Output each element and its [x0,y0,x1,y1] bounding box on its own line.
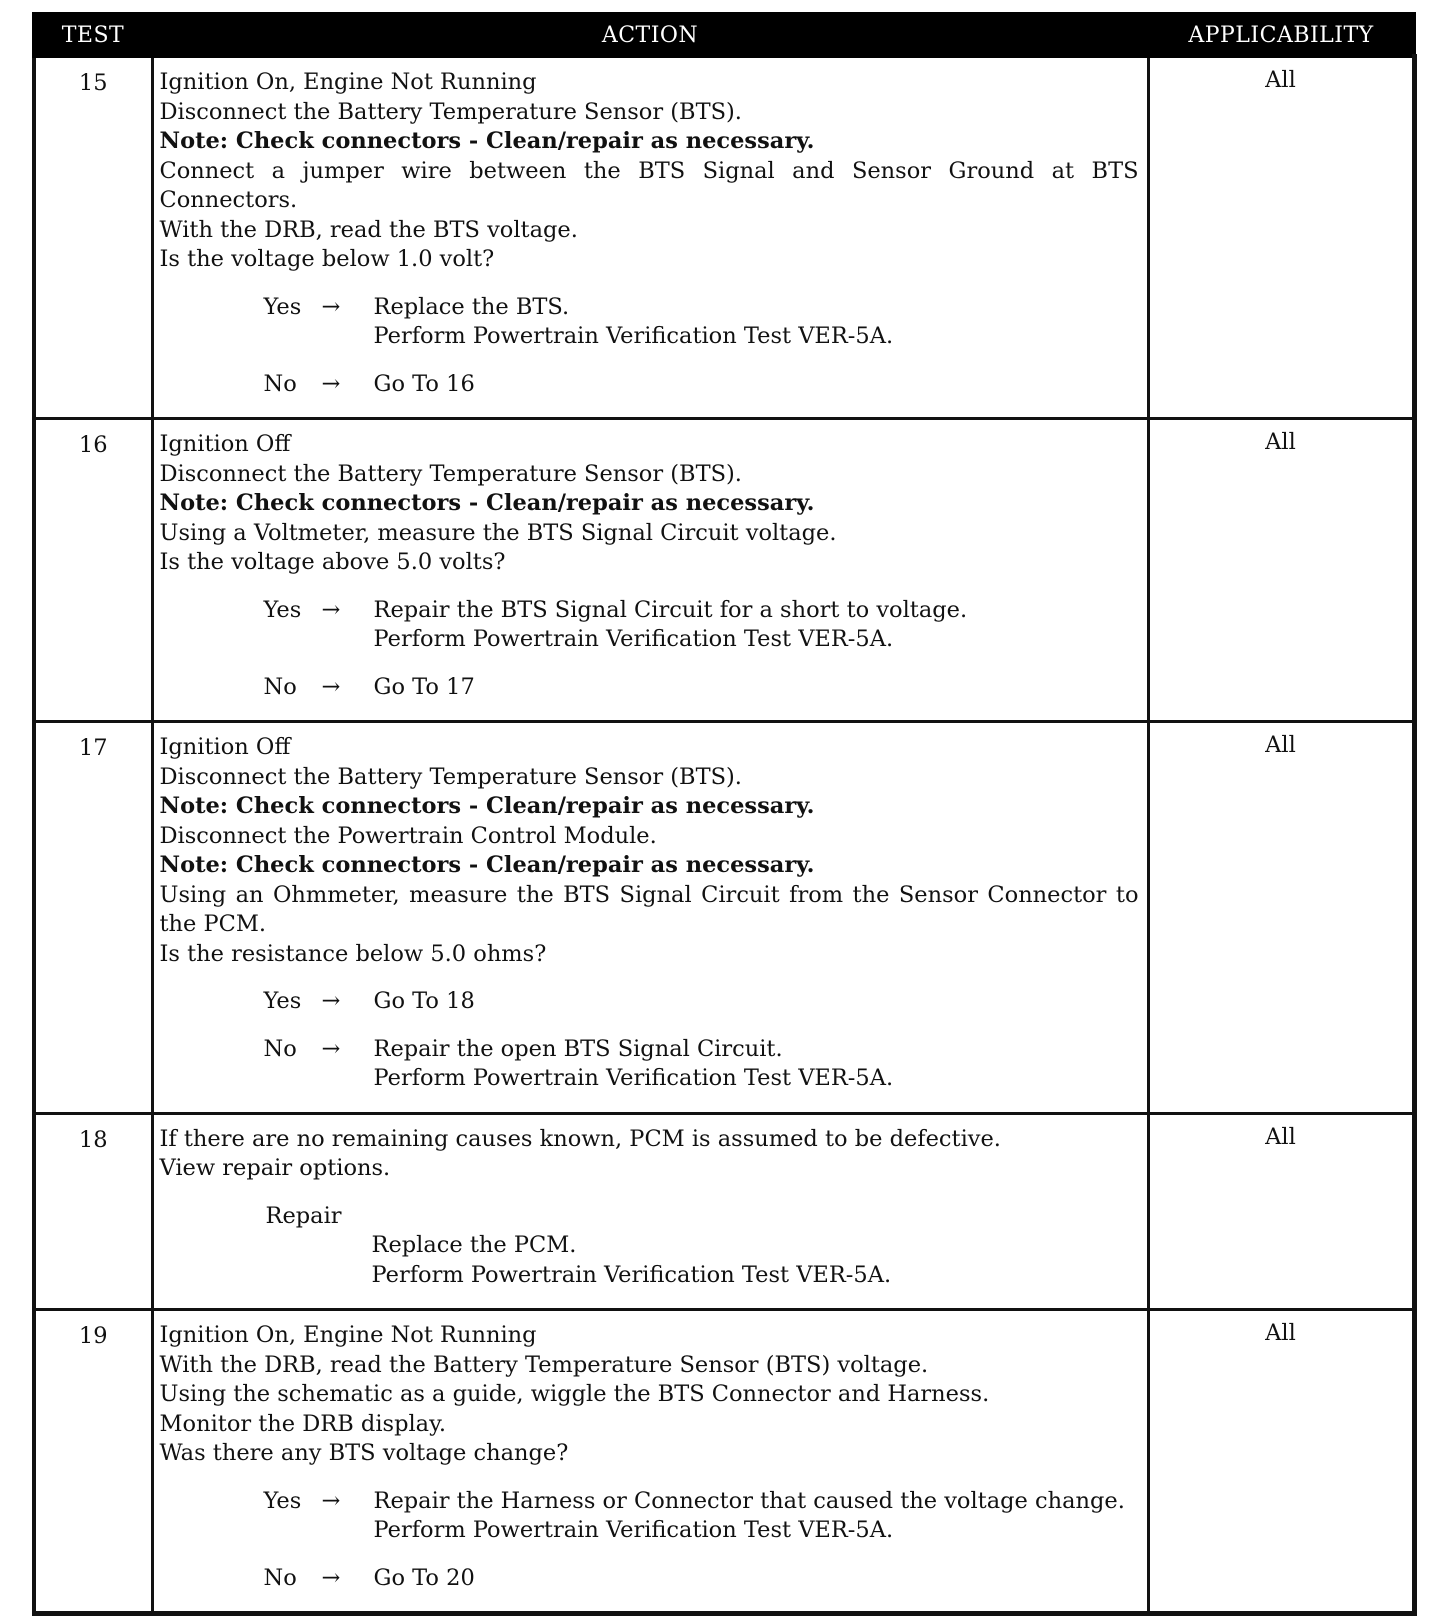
table-row [34,1310,1414,1614]
note-line: Note: Check connectors - Clean/repair as necessary. [159,128,815,154]
instruction-line: Connect a jumper wire between the BTS Signal and Sensor Ground at BTS [159,157,1139,184]
result-line: Go To 16 [373,370,475,397]
instruction-line: Using an Ohmmeter, measure the BTS Signal Circuit from the Sensor Connector to [159,881,1139,908]
instruction-line: Disconnect the Powertrain Control Module. [159,822,657,849]
answer-result [374,1487,1139,1546]
answer-result [374,1564,1139,1594]
answer-label: Yes [263,988,302,1014]
answer-option-no [264,1564,1139,1594]
instruction-line: Was there any BTS voltage change? [159,1440,569,1466]
instruction-line: Is the resistance below 5.0 ohms? [159,940,547,967]
instruction-line: Ignition Off [159,431,291,457]
applicability-cell: All [1148,722,1414,1114]
answer-option-yes [264,1487,1139,1546]
arrow-icon: → [321,596,341,623]
test-number: 16 [34,419,152,722]
spacer [160,655,1139,673]
result-line: Go To 17 [373,673,475,700]
instruction-line: Connectors. [159,187,298,213]
answer-label: Yes [263,1487,302,1514]
arrow-icon: → [321,293,341,320]
header-applicability: APPLICABILITY [1148,14,1414,56]
arrow-icon: → [321,1487,341,1514]
table-row [34,722,1414,1114]
test-number: 17 [34,722,152,1114]
instruction-line: With the DRB, read the BTS voltage. [159,216,578,243]
answer-option-yes [264,987,1139,1017]
result-line: Perform Powertrain Verification Test VER-5A. [373,626,894,652]
spacer [160,1593,1139,1611]
instruction-line: Using the schematic as a guide, wiggle the BTS Connector and Harness. [159,1381,990,1407]
table-row [34,419,1414,722]
answer-option-yes [264,293,1139,352]
answer-label: No [263,370,297,397]
table-row [34,56,1414,419]
repair-detail-line: Replace the PCM. [371,1232,577,1258]
answer-result [374,1035,1139,1094]
note-line: Note: Check connectors - Clean/repair as necessary. [159,490,815,516]
action-cell [152,1113,1148,1310]
applicability-cell: All [1148,419,1414,722]
spacer [160,969,1139,987]
header-action: ACTION [152,14,1148,56]
instruction-line: Is the voltage below 1.0 volt? [159,246,495,272]
action-cell [152,1310,1148,1614]
spacer [160,578,1139,596]
answer-option-no [264,370,1139,400]
answer-label: No [263,673,297,700]
table-body [34,56,1414,1614]
spacer [160,1017,1139,1035]
diagnostic-test-table [32,12,1417,1616]
instruction-line: Ignition Off [159,734,291,760]
action-cell [152,56,1148,419]
instruction-line: Is the voltage above 5.0 volts? [159,549,506,575]
answer-option-no [264,1035,1139,1094]
spacer [160,352,1139,370]
answer-result [374,987,1139,1017]
result-line: Repair the Harness or Connector that caused the voltage change. [373,1487,1125,1514]
answer-result [374,293,1139,352]
result-line: Perform Powertrain Verification Test VER-5A. [373,1517,894,1543]
arrow-icon: → [321,1035,341,1062]
arrow-icon: → [321,988,341,1014]
note-line: Note: Check connectors - Clean/repair as necessary. [159,793,815,819]
action-cell [152,722,1148,1114]
applicability-cell: All [1148,1113,1414,1310]
spacer [160,275,1139,293]
test-number: 15 [34,56,152,419]
answer-label: No [263,1564,297,1591]
result-line: Repair the BTS Signal Circuit for a short to voltage. [373,596,968,623]
instruction-line: With the DRB, read the Battery Temperature Sensor (BTS) voltage. [159,1351,929,1378]
action-cell [152,419,1148,722]
spacer [160,702,1139,720]
spacer [160,1290,1139,1308]
arrow-icon: → [321,1564,341,1591]
answer-result [374,596,1139,655]
repair-detail-line: Perform Powertrain Verification Test VER-5A. [371,1261,892,1288]
test-number: 18 [34,1113,152,1310]
answer-option-no [264,673,1139,703]
spacer [160,1546,1139,1564]
instruction-line: Ignition On, Engine Not Running [159,1322,537,1348]
answer-label: No [263,1035,297,1062]
applicability-cell: All [1148,56,1414,419]
answer-result [374,673,1139,703]
repair-label: Repair [265,1202,342,1229]
instruction-line: Monitor the DRB display. [159,1410,446,1437]
spacer [160,399,1139,417]
instruction-line: the PCM. [159,911,267,937]
result-line: Go To 20 [373,1564,475,1591]
note-line: Note: Check connectors - Clean/repair as necessary. [159,852,815,878]
instruction-line: Disconnect the Battery Temperature Sensor (BTS). [159,460,742,487]
spacer [160,1094,1139,1112]
instruction-line: Disconnect the Battery Temperature Sensor (BTS). [159,763,742,790]
result-line: Perform Powertrain Verification Test VER-5A. [373,323,894,349]
result-line: Replace the BTS. [373,293,570,320]
result-line: Perform Powertrain Verification Test VER-5A. [373,1065,894,1091]
applicability-cell: All [1148,1310,1414,1614]
test-number: 19 [34,1310,152,1614]
instruction-line: Disconnect the Battery Temperature Sensor (BTS). [159,98,742,125]
answer-option-yes [264,596,1139,655]
header-test: TEST [34,14,152,56]
table-header-row [34,14,1414,56]
instruction-line: View repair options. [159,1155,391,1181]
spacer [160,1184,1139,1202]
instruction-line: If there are no remaining causes known, PCM is assumed to be defective. [159,1125,1001,1152]
result-line: Repair the open BTS Signal Circuit. [373,1035,783,1062]
answer-label: Yes [263,293,302,320]
answer-label: Yes [263,596,302,623]
answer-result [374,370,1139,400]
instruction-line: Ignition On, Engine Not Running [159,69,537,95]
table-row [34,1113,1414,1310]
arrow-icon: → [321,370,341,397]
instruction-line: Using a Voltmeter, measure the BTS Signal Circuit voltage. [159,519,837,546]
arrow-icon: → [321,673,341,700]
spacer [160,1469,1139,1487]
diagnostic-table-page [32,12,1412,1616]
result-line: Go To 18 [373,988,475,1014]
